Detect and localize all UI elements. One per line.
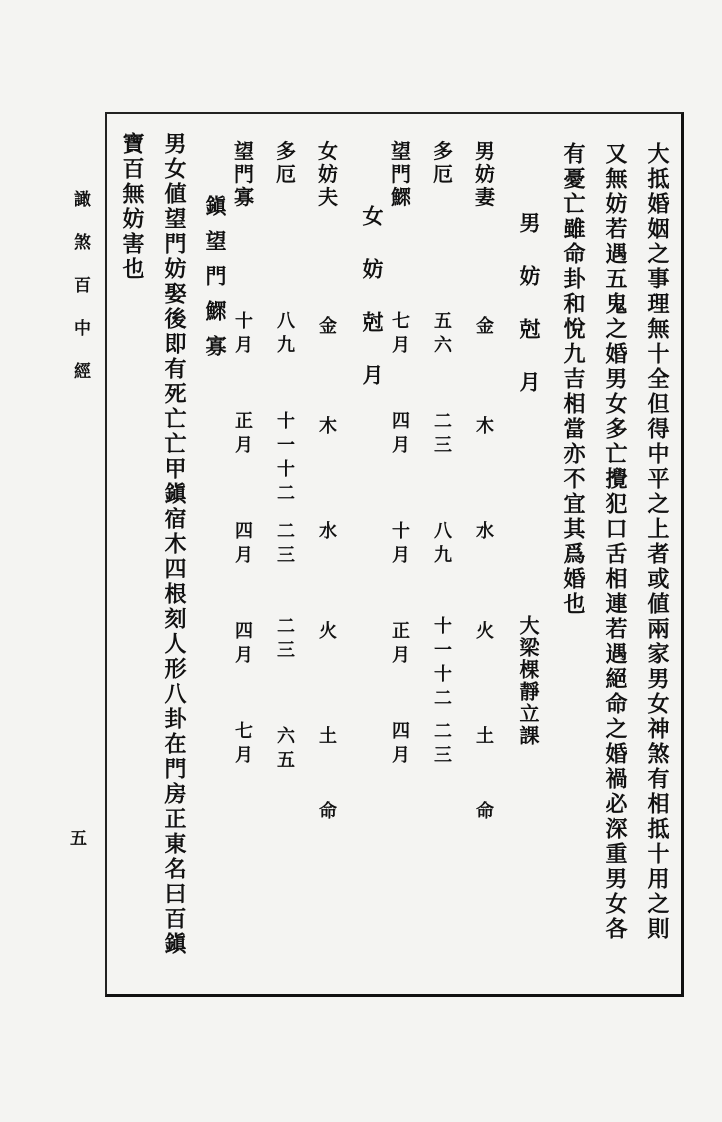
female-danger-1: 八九 [277,311,295,356]
female-husband-2: 木 [319,416,337,437]
female-widow-1: 十月 [235,311,253,356]
female-table-heading: 女妨尅月 [360,205,385,417]
female-husband-3: 水 [319,521,337,542]
male-widower-1: 七月 [392,311,410,356]
female-row-label-widow: 望門寡 [234,139,254,209]
female-husband-5: 土 [319,726,337,747]
female-danger-5: 六五 [277,726,295,771]
female-row-label-husband: 女妨夫 [318,139,338,209]
author-credit: 大梁棵靜立課 [516,615,540,747]
male-wife-2: 木 [476,416,494,437]
male-widower-5: 四月 [392,721,410,766]
female-danger-4: 二三 [277,616,295,661]
male-wife-3: 水 [476,521,494,542]
male-danger-3: 八九 [434,521,452,566]
male-widower-3: 十月 [392,521,410,566]
male-row-label-danger: 多厄 [433,139,453,186]
margin-title: 譀煞百中經 [70,190,90,405]
female-widow-4: 四月 [235,621,253,666]
male-widower-4: 正月 [392,621,410,666]
remedy-heading: 鎭望門鰥寡 [203,195,228,370]
remedy-column-2: 寶百無妨害也 [119,132,145,282]
male-wife-5: 土 [476,726,494,747]
male-table-heading: 男妨尅月 [517,212,542,424]
female-row-label-danger: 多厄 [276,139,296,186]
male-row-label-widower: 望門鰥 [391,139,411,209]
male-table-suffix: 命 [476,801,494,822]
male-widower-2: 四月 [392,411,410,456]
remedy-column-1: 男女値望門妨娶後即有死亡亡甲鎭宿木四根刻人形八卦在門房正東名曰百鎭 [161,132,187,957]
female-widow-5: 七月 [235,721,253,766]
male-danger-2: 二三 [434,411,452,456]
female-danger-2: 十一十二 [277,411,295,504]
prose-column-1: 大抵婚姻之事理無十全但得中平之上者或値兩家男女神煞有相抵十用之則 [644,142,670,942]
female-widow-2: 正月 [235,411,253,456]
female-danger-3: 二三 [277,521,295,566]
male-danger-5: 二三 [434,721,452,766]
male-wife-4: 火 [476,621,494,642]
page-number: 五 [70,829,87,849]
male-danger-1: 五六 [434,311,452,356]
male-wife-1: 金 [476,316,494,337]
male-danger-4: 十一十二 [434,616,452,709]
prose-column-3: 有憂亡雖命卦和悅九吉相當亦不宜其爲婚也 [560,142,586,617]
female-widow-3: 四月 [235,521,253,566]
prose-column-2: 又無妨若遇五鬼之婚男女多亡攪犯口舌相連若遇絕命之婚禍必深重男女各 [602,142,628,942]
female-husband-1: 金 [319,316,337,337]
female-table-suffix: 命 [319,801,337,822]
male-row-label-wife: 男妨妻 [475,139,495,209]
female-husband-4: 火 [319,621,337,642]
